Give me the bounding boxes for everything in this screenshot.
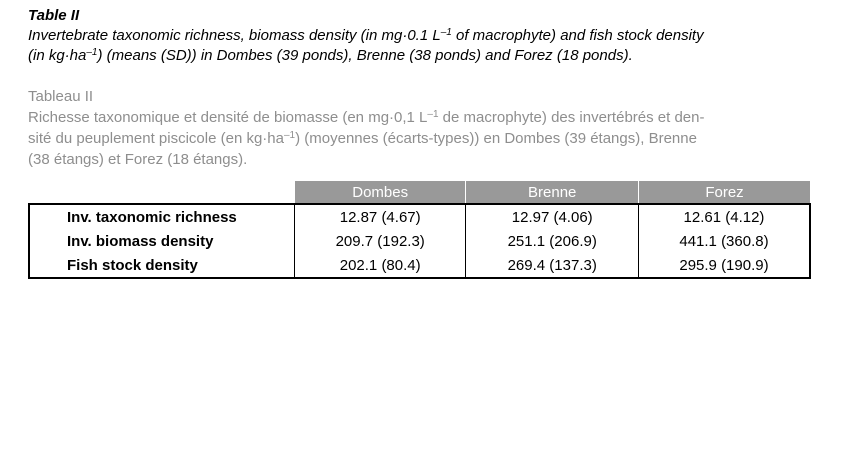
table-cell: 12.61 (4.12) — [638, 204, 810, 229]
tableau-label: Tableau II — [28, 88, 94, 105]
row-label: Fish stock density — [29, 253, 294, 278]
caption-en-line-1: Invertebrate taxonomic richness, biomass density (in mg·0.1 $L^{-1}$ of macrophyte) and fish stock density — [28, 27, 704, 44]
table-cell: 441.1 (360.8) — [638, 229, 810, 253]
table-cell: 269.4 (137.3) — [466, 253, 639, 278]
row-label: Inv. taxonomic richness — [29, 204, 294, 229]
table-label: Table II — [28, 7, 80, 24]
table-cell: 209.7 (192.3) — [294, 229, 466, 253]
column-header-dombes: Dombes — [294, 181, 466, 204]
table-cell: 202.1 (80.4) — [294, 253, 466, 278]
column-header-forez: Forez — [638, 181, 810, 204]
row-label: Inv. biomass density — [29, 229, 294, 253]
caption-english — [28, 26, 828, 66]
caption-french — [28, 107, 828, 170]
caption-fr-line-3: (38 étangs) et Forez (18 étangs). — [28, 151, 248, 168]
table-cell: 12.87 (4.67) — [294, 204, 466, 229]
table-cell: 251.1 (206.9) — [466, 229, 639, 253]
column-header-brenne: Brenne — [466, 181, 639, 204]
header-blank-cell — [29, 181, 294, 204]
table-row — [29, 229, 810, 253]
table-header-row — [29, 181, 810, 204]
table-cell: 12.97 (4.06) — [466, 204, 639, 229]
caption-fr-line-1: Richesse taxonomique et densité de biomasse (en mg·0,1 $L^{-1}$ de macrophyte) des invertébrés et den- — [28, 109, 705, 126]
caption-en-line-2: (in $kg\cdot ha^{-1}$) (means (SD)) in Dombes (39 ponds), Brenne (38 ponds) and Forez (18 ponds). — [28, 47, 633, 64]
table-row — [29, 204, 810, 229]
caption-fr-line-2: sité du peuplement piscicole (en $kg\cdot ha^{-1}$) (moyennes (écarts-types)) en Dombes (39 étangs), Brenne — [28, 130, 697, 147]
table-cell: 295.9 (190.9) — [638, 253, 810, 278]
data-table — [28, 181, 811, 279]
table-row — [29, 253, 810, 278]
